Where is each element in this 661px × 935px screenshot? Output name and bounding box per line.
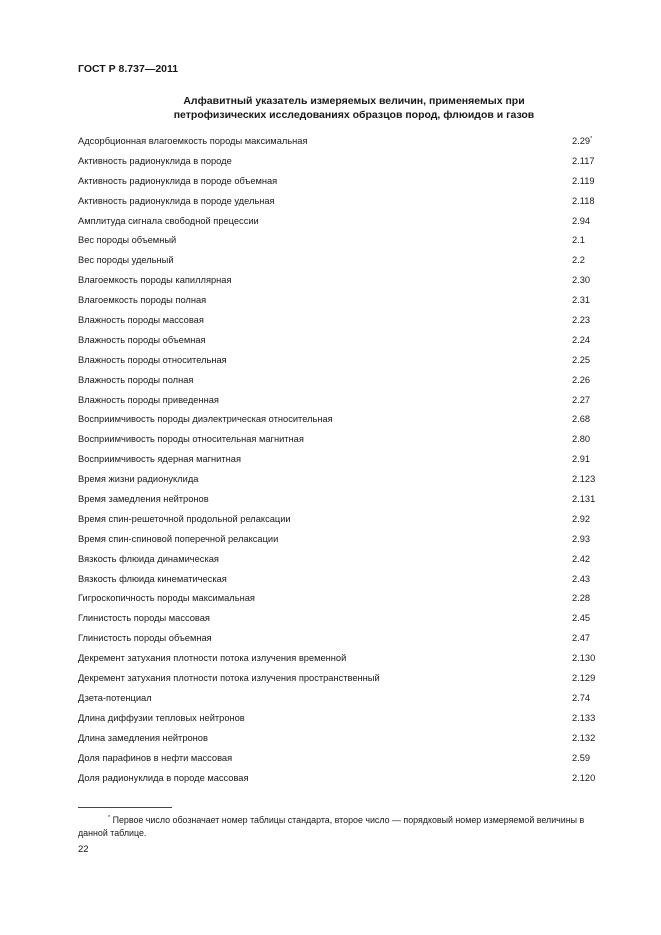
index-reference-number: 2.47 <box>572 633 591 644</box>
index-term: Влажность породы относительная <box>78 354 227 365</box>
index-reference <box>572 769 595 789</box>
index-reference <box>572 172 595 192</box>
index-term: Влажность породы полная <box>78 374 194 385</box>
index-term: Активность радионуклида в породе удельная <box>78 195 275 206</box>
index-row <box>78 132 598 152</box>
index-reference-number: 2.43 <box>572 573 591 584</box>
index-reference <box>572 331 590 351</box>
index-reference-number: 2.2 <box>572 255 585 266</box>
index-reference-number: 2.119 <box>572 175 595 186</box>
index-reference <box>572 192 595 212</box>
index-reference <box>572 570 590 590</box>
index-reference <box>572 410 590 430</box>
index-term: Восприимчивость породы относительная магнитная <box>78 434 304 445</box>
index-reference <box>572 251 585 271</box>
index-row <box>78 510 598 530</box>
footnote-divider <box>78 807 172 808</box>
index-row <box>78 709 598 729</box>
index-reference-number: 2.91 <box>572 454 591 465</box>
index-reference-number: 2.131 <box>572 494 596 505</box>
index-reference <box>572 729 595 749</box>
index-row <box>78 351 598 371</box>
index-reference-number: 2.94 <box>572 215 591 226</box>
index-row <box>78 669 598 689</box>
index-row <box>78 231 598 251</box>
index-reference-number: 2.117 <box>572 155 595 166</box>
index-reference <box>572 649 595 669</box>
index-row <box>78 649 598 669</box>
index-term: Влажность породы приведенная <box>78 394 219 405</box>
index-term: Доля радионуклида в породе массовая <box>78 772 249 783</box>
index-reference <box>572 510 590 530</box>
index-reference-number: 2.68 <box>572 414 591 425</box>
index-row <box>78 291 598 311</box>
index-term: Влажность породы массовая <box>78 315 204 326</box>
index-row <box>78 192 598 212</box>
index-reference <box>572 132 592 152</box>
index-term: Доля парафинов в нефти массовая <box>78 752 233 763</box>
index-reference <box>572 609 590 629</box>
index-reference <box>572 669 595 689</box>
index-reference-number: 2.42 <box>572 553 591 564</box>
index-reference <box>572 311 590 331</box>
index-row <box>78 172 598 192</box>
index-term: Гигроскопичность породы максимальная <box>78 593 255 604</box>
index-reference-number: 2.118 <box>572 195 595 206</box>
index-term: Время спин-спиновой поперечной релаксации <box>78 533 279 544</box>
index-row <box>78 589 598 609</box>
index-reference <box>572 271 590 291</box>
index-term: Амплитуда сигнала свободной прецессии <box>78 215 259 226</box>
index-term: Декремент затухания плотности потока излучения пространственный <box>78 673 380 684</box>
index-term: Влагоемкость породы полная <box>78 295 207 306</box>
index-row <box>78 530 598 550</box>
index-title-line-1: Алфавитный указатель измеряемых величин, применяемых при <box>183 95 525 107</box>
index-row <box>78 729 598 749</box>
index-reference-number: 2.133 <box>572 712 596 723</box>
index-reference <box>572 291 590 311</box>
index-reference <box>572 530 590 550</box>
index-reference-number: 2.26 <box>572 374 591 385</box>
index-reference <box>572 749 590 769</box>
index-term: Длина замедления нейтронов <box>78 732 208 743</box>
index-reference <box>572 689 590 709</box>
index-reference-number: 2.25 <box>572 354 591 365</box>
index-row <box>78 251 598 271</box>
index-reference-number: 2.129 <box>572 673 596 684</box>
index-term: Дзета-потенциал <box>78 692 152 703</box>
footnote-reference-mark: * <box>590 135 593 142</box>
index-row <box>78 430 598 450</box>
footnote <box>78 814 612 840</box>
index-reference-number: 2.123 <box>572 474 596 485</box>
index-reference <box>572 391 590 411</box>
index-row <box>78 152 598 172</box>
index-reference <box>572 231 585 251</box>
index-row <box>78 391 598 411</box>
index-term: Глинистость породы массовая <box>78 613 210 624</box>
index-term: Время жизни радионуклида <box>78 474 199 485</box>
index-row <box>78 371 598 391</box>
index-term: Активность радионуклида в породе объемная <box>78 175 278 186</box>
index-reference-number: 2.80 <box>572 434 591 445</box>
index-term: Глинистость породы объемная <box>78 633 212 644</box>
index-row <box>78 410 598 430</box>
index-reference <box>572 629 590 649</box>
index-row <box>78 311 598 331</box>
index-term: Время спин-решеточной продольной релаксации <box>78 513 291 524</box>
index-reference-number: 2.23 <box>572 315 591 326</box>
index-reference-number: 2.1 <box>572 235 585 246</box>
index-reference <box>572 450 590 470</box>
index-term: Активность радионуклида в породе <box>78 155 232 166</box>
index-reference-number: 2.27 <box>572 394 591 405</box>
index-reference-number: 2.130 <box>572 653 596 664</box>
index-row <box>78 749 598 769</box>
index-title-line-2: петрофизических исследованиях образцов пород, флюидов и газов <box>173 109 535 121</box>
index-row <box>78 769 598 789</box>
index-reference-number: 2.31 <box>572 295 591 306</box>
index-reference <box>572 490 595 510</box>
index-term: Время замедления нейтронов <box>78 494 209 505</box>
index-reference <box>572 470 595 490</box>
footnote-mark: * <box>108 815 111 822</box>
index-reference <box>572 550 590 570</box>
index-row <box>78 470 598 490</box>
index-term: Влажность породы объемная <box>78 334 206 345</box>
index-row <box>78 212 598 232</box>
index-term: Влагоемкость породы капиллярная <box>78 275 232 286</box>
index-term: Восприимчивость ядерная магнитная <box>78 454 241 465</box>
index-row <box>78 490 598 510</box>
index-reference-number: 2.45 <box>572 613 591 624</box>
index-reference-number: 2.92 <box>572 513 591 524</box>
index-row <box>78 570 598 590</box>
alphabetical-index <box>78 132 598 788</box>
index-reference <box>572 709 595 729</box>
index-row <box>78 450 598 470</box>
page-number: 22 <box>78 844 89 855</box>
index-reference <box>572 212 590 232</box>
index-reference <box>572 589 590 609</box>
index-reference-number: 2.24 <box>572 334 591 345</box>
index-reference-number: 2.132 <box>572 732 596 743</box>
index-row <box>78 689 598 709</box>
index-term: Вес породы объемный <box>78 235 177 246</box>
index-row <box>78 550 598 570</box>
index-reference-number: 2.120 <box>572 772 596 783</box>
index-row <box>78 609 598 629</box>
index-row <box>78 629 598 649</box>
index-term: Вес породы удельный <box>78 255 174 266</box>
index-term: Вязкость флюида кинематическая <box>78 573 227 584</box>
index-reference-number: 2.28 <box>572 593 591 604</box>
footnote-text: Первое число обозначает номер таблицы стандарта, второе число — порядковый номер измеряемой величины в данной таблице. <box>78 815 585 838</box>
index-term: Длина диффузии тепловых нейтронов <box>78 712 245 723</box>
document-code: ГОСТ Р 8.737—2011 <box>78 63 179 75</box>
index-term: Декремент затухания плотности потока излучения временной <box>78 653 347 664</box>
index-term: Адсорбционная влагоемкость породы максимальная <box>78 136 308 146</box>
index-reference <box>572 351 590 371</box>
index-reference <box>572 152 595 172</box>
index-reference-number: 2.93 <box>572 533 591 544</box>
index-term: Восприимчивость породы диэлектрическая относительная <box>78 414 333 425</box>
index-reference-number: 2.29 <box>572 136 591 146</box>
index-reference-number: 2.59 <box>572 752 591 763</box>
index-reference <box>572 430 590 450</box>
index-reference-number: 2.74 <box>572 692 591 703</box>
index-row <box>78 331 598 351</box>
index-term: Вязкость флюида динамическая <box>78 553 219 564</box>
index-reference <box>572 371 590 391</box>
index-title <box>130 94 578 122</box>
index-reference-number: 2.30 <box>572 275 591 286</box>
index-row <box>78 271 598 291</box>
